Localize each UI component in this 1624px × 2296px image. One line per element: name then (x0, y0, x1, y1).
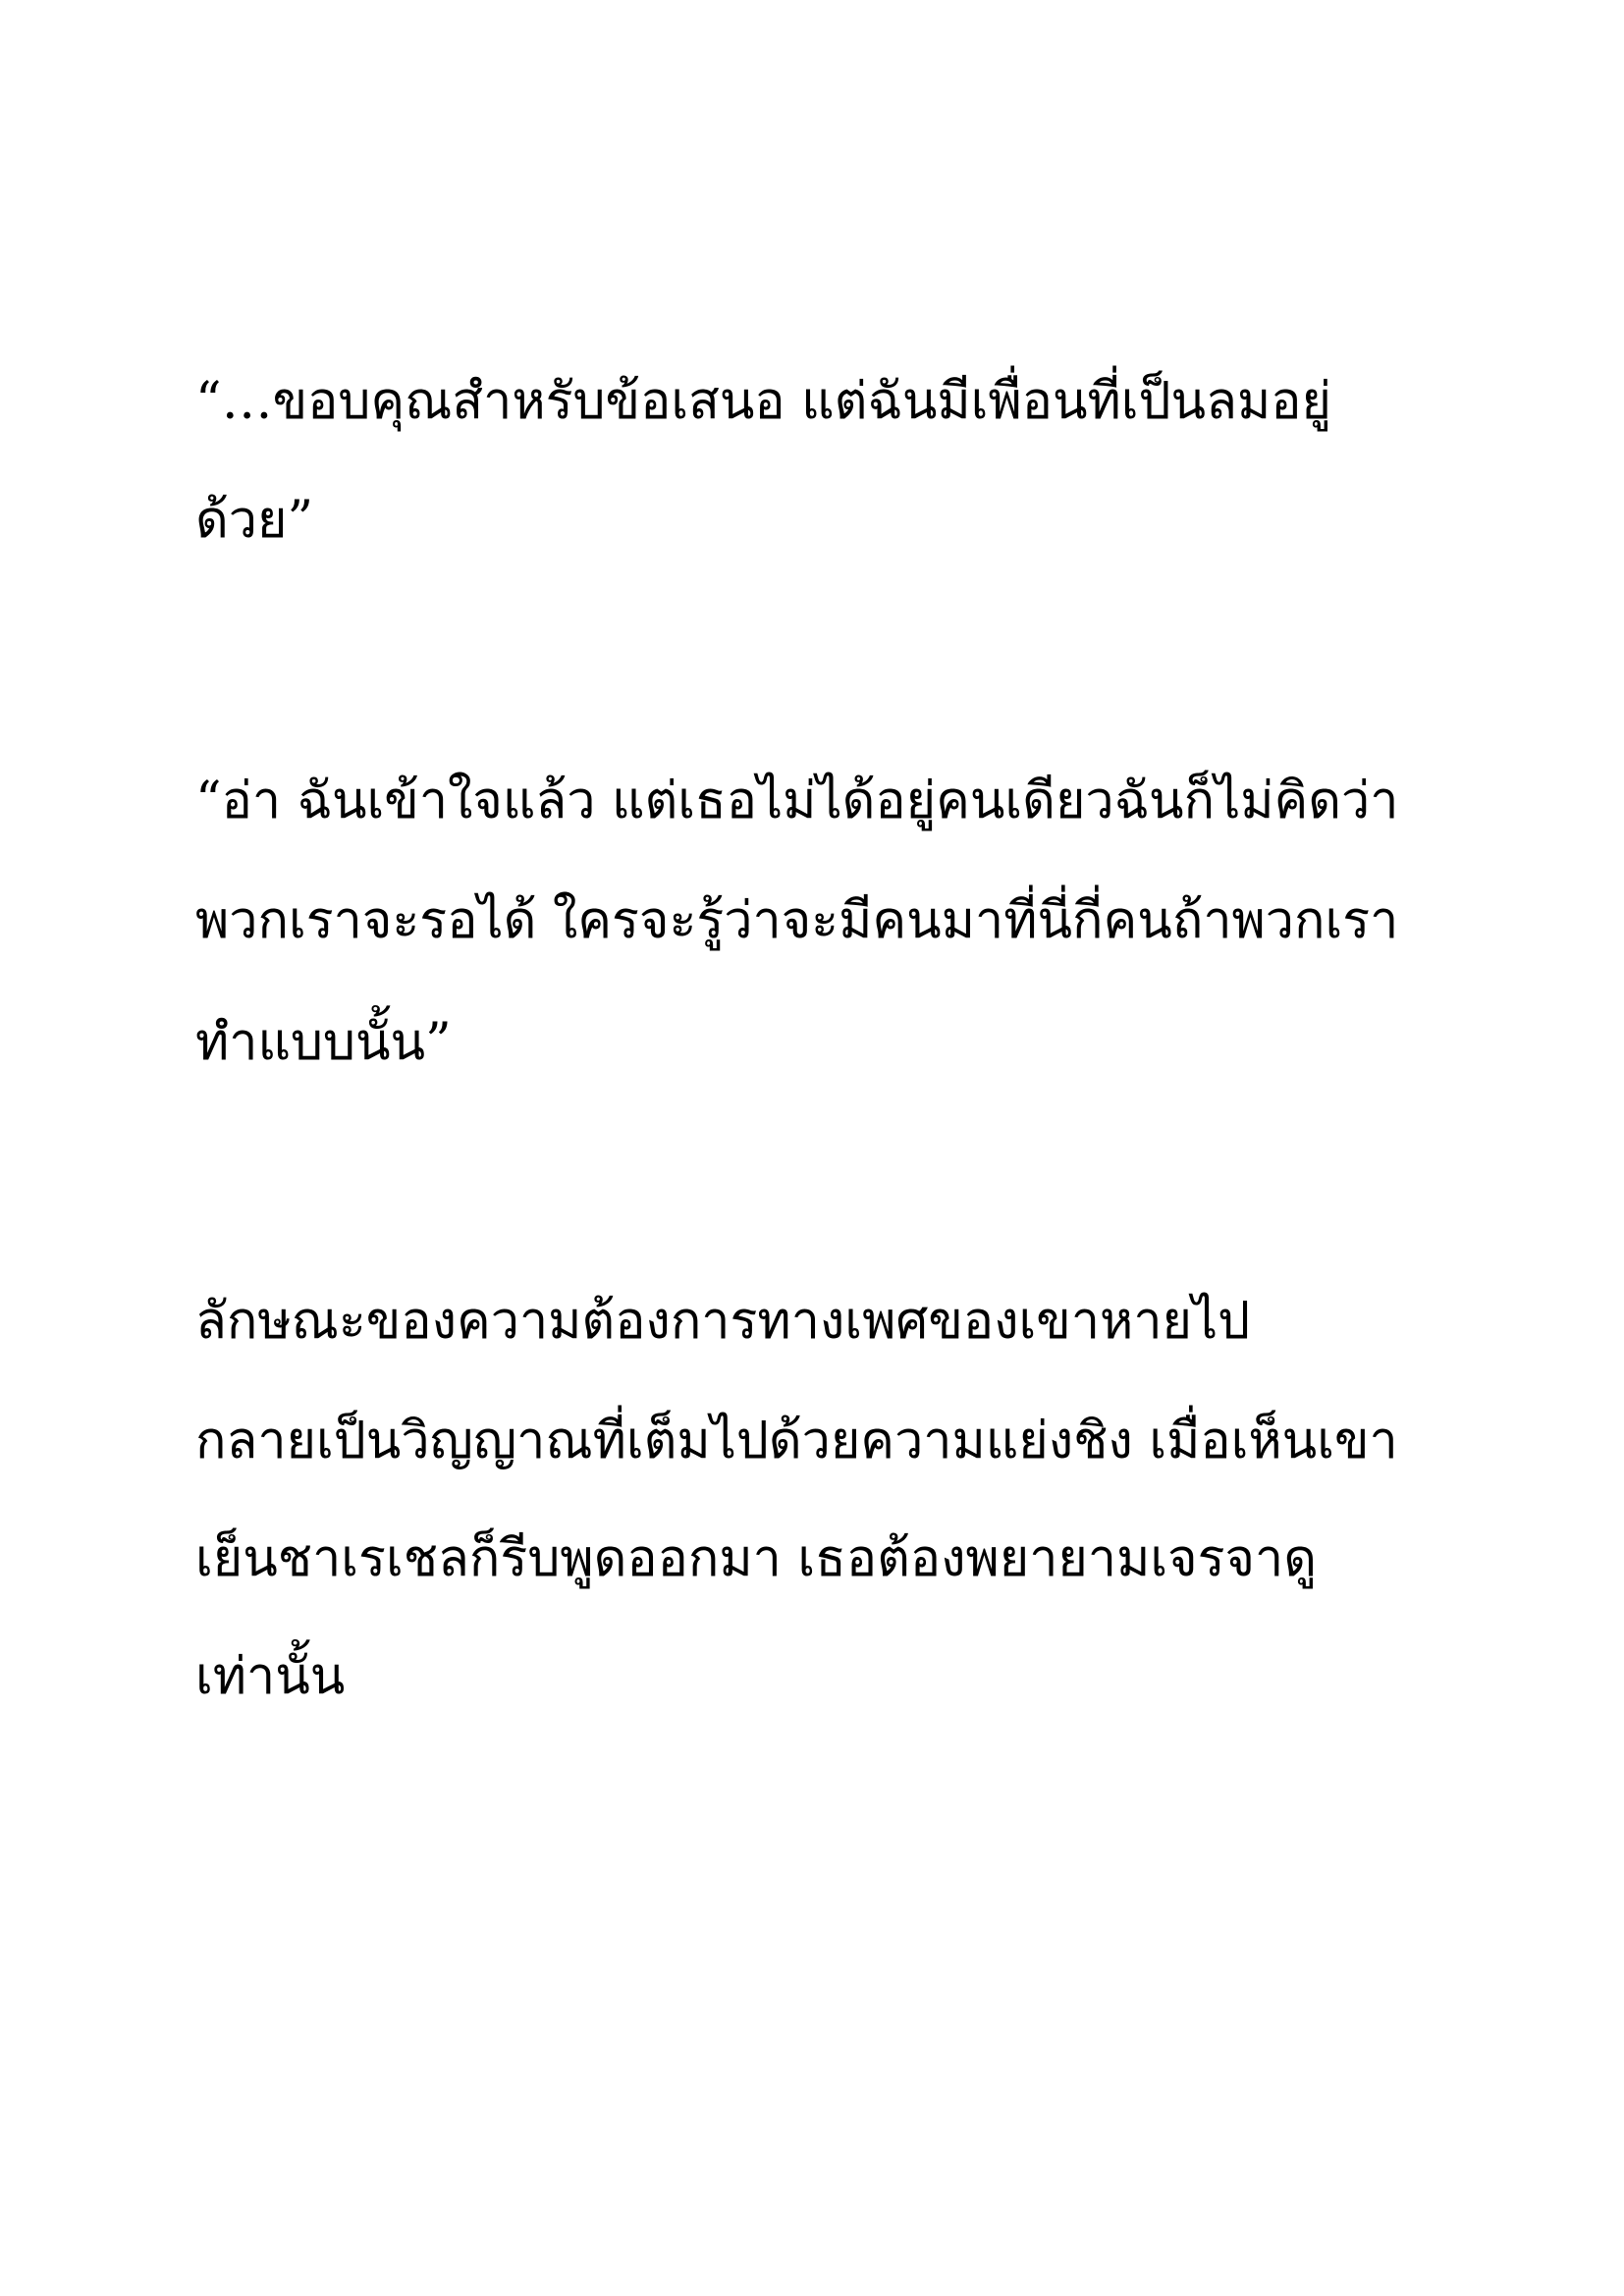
text-line: ลักษณะของความต้องการทางเพศของเขาหายไป (195, 1292, 1251, 1351)
text-line: เย็นชาเรเชลก็รีบพูดออกมา เธอต้องพยายามเจรจาดู (195, 1529, 1317, 1588)
text-line: พวกเราจะรอได้ ใครจะรู้ว่าจะมีคนมาที่นี่กี่คนถ้าพวกเรา (195, 891, 1399, 950)
text-line: ทำแบบนั้น” (195, 1013, 452, 1072)
text-line: เท่านั้น (195, 1647, 346, 1706)
text-line: “อ่า ฉันเข้าใจแล้ว แต่เธอไม่ได้อยู่คนเดียวฉันก็ไม่คิดว่า (195, 772, 1399, 830)
text-line: ด้วย” (195, 491, 314, 550)
text-line: “…ขอบคุณสำหรับข้อเสนอ แต่ฉันมีเพื่อนที่เป็นลมอยู่ (195, 372, 1331, 431)
text-line: กลายเป็นวิญญาณที่เต็มไปด้วยความแย่งชิง เมื่อเห็นเขา (195, 1412, 1398, 1470)
